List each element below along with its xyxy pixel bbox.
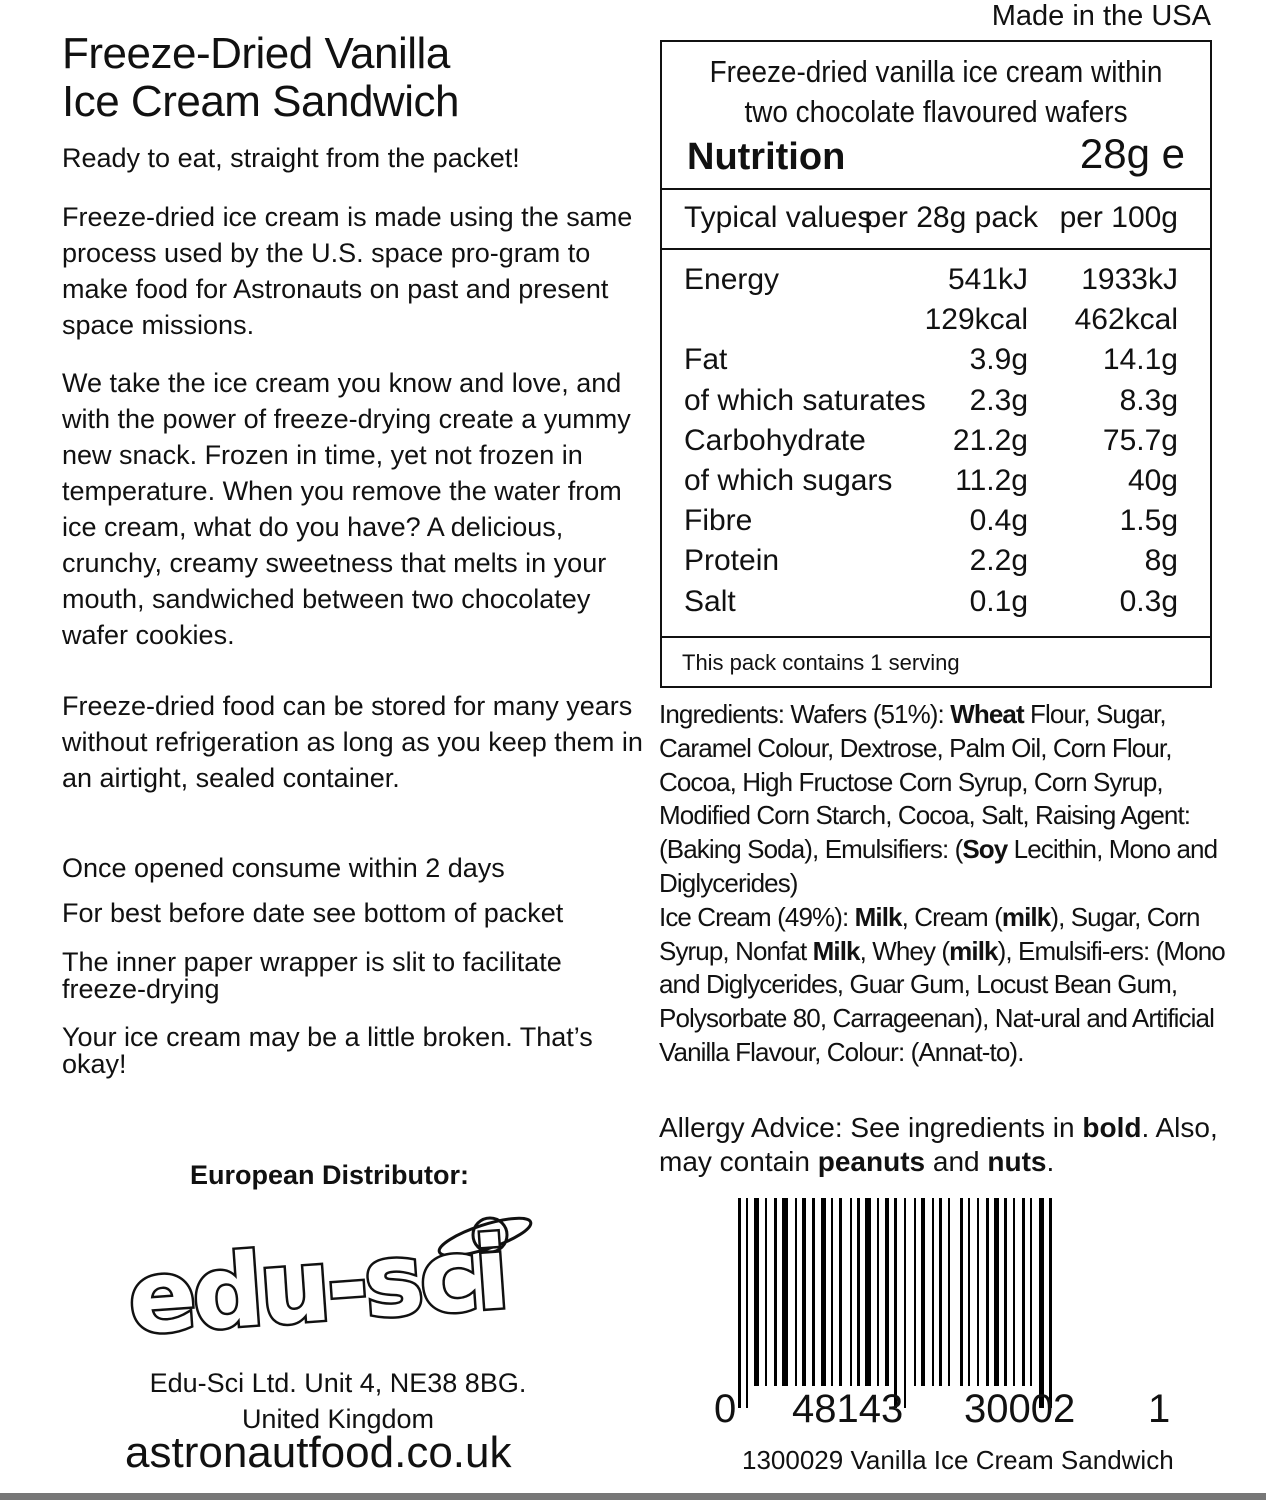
- tagline: Ready to eat, straight from the packet!: [62, 143, 520, 173]
- note-wrapper: The inner paper wrapper is slit to facilitate freeze-drying: [62, 947, 562, 1004]
- col-typical-values: Typical values: [684, 201, 873, 234]
- barcode-bar: [1013, 1198, 1015, 1386]
- barcode-bar: [812, 1198, 815, 1386]
- divider: [662, 248, 1210, 250]
- row-label: Carbohydrate: [684, 424, 866, 457]
- barcode-bar: [765, 1198, 767, 1386]
- ingredients-text: Ingredients: Wafers (51%):: [659, 699, 951, 729]
- nutrition-heading: Nutrition: [687, 136, 846, 178]
- barcode-bar: [865, 1198, 871, 1386]
- table-row: [684, 421, 1178, 461]
- barcode-bar: [839, 1198, 842, 1386]
- ingredients-list: [659, 698, 1239, 1070]
- barcode-digit-left: 0: [714, 1387, 737, 1431]
- barcode-bar: [831, 1198, 833, 1386]
- barcode-bar: [939, 1198, 942, 1386]
- row-per-100g: 8g: [1144, 544, 1178, 577]
- allergy-text: .: [1046, 1146, 1055, 1177]
- allergen: milk: [949, 935, 998, 966]
- barcode: [690, 1198, 1180, 1418]
- row-per-pack: 0.4g: [969, 504, 1028, 537]
- product-code-line: 1300029 Vanilla Ice Cream Sandwich: [742, 1445, 1174, 1475]
- allergen: Wheat: [950, 699, 1024, 729]
- address-line-2: United Kingdom: [241, 1404, 435, 1434]
- website-link[interactable]: astronautfood.co.uk: [125, 1428, 512, 1477]
- barcode-bar: [1039, 1198, 1044, 1408]
- table-row: [684, 300, 1178, 340]
- company-name: Edu-Sci Ltd.: [149, 1368, 297, 1398]
- bottom-edge: [0, 1493, 1266, 1500]
- allergy-text: : See ingredients in: [834, 1112, 1083, 1143]
- allergen: peanuts: [817, 1146, 926, 1177]
- product-title: [62, 30, 459, 126]
- row-per-100g: 1.5g: [1119, 504, 1178, 537]
- barcode-bar: [774, 1198, 777, 1386]
- row-per-100g: 40g: [1127, 464, 1178, 497]
- row-per-100g: 462kcal: [1074, 303, 1178, 336]
- storage-paragraph: Freeze-dried food can be stored for many years without refrigeration as long as you keep them in an airtight, sealed container.: [62, 691, 643, 793]
- note-consume: Once opened consume within 2 days: [62, 853, 505, 883]
- allergen: bold: [1082, 1112, 1142, 1143]
- ingredients-text: Flour, Sugar, Caramel Colour, Dextrose, Palm Oil, Corn Flour, Cocoa, High Fructose Corn Syrup, Corn Syrup, Modified Corn Starch, Cocoa, Salt, Raising Agent: (Baking Soda), Emulsifiers: (: [659, 699, 1191, 865]
- barcode-bar: [1030, 1198, 1032, 1386]
- barcode-group-1: 48143: [792, 1387, 904, 1431]
- barcode-bar: [894, 1198, 897, 1408]
- barcode-group-2: 30002: [964, 1387, 1076, 1431]
- ingredients-text: Lecithin, Mono and Diglycerides): [659, 834, 1218, 898]
- row-per-100g: 1933kJ: [1081, 263, 1178, 296]
- barcode-bar: [921, 1198, 925, 1386]
- barcode-digit-right: 1: [1148, 1387, 1171, 1431]
- row-label: of which sugars: [684, 464, 893, 497]
- barcode-bar: [948, 1198, 950, 1386]
- note-best-before: For best before date see bottom of packet: [62, 898, 564, 928]
- table-row: [684, 541, 1178, 581]
- row-per-100g: 75.7g: [1102, 424, 1178, 457]
- allergy-text: and: [925, 1146, 988, 1177]
- svg-text:edu-sci: edu-sci: [124, 1214, 509, 1358]
- allergy-label: Allergy Advice: [659, 1112, 835, 1143]
- barcode-bar: [1022, 1198, 1025, 1386]
- barcode-bar: [904, 1198, 906, 1408]
- nutrition-desc-line2: two chocolate flavoured wafers: [744, 94, 1128, 129]
- row-per-pack: 2.3g: [969, 384, 1028, 417]
- barcode-bar: [885, 1198, 889, 1386]
- ingredients-text: Ice Cream (49%):: [659, 901, 855, 932]
- barcode-bar: [754, 1198, 759, 1386]
- table-row: [684, 381, 1178, 421]
- barcode-bar: [782, 1198, 788, 1386]
- ingredients-text: ), Emulsifi-ers: (Mono and Diglycerides, Guar Gum, Locust Bean Gum, Polysorbate 80, Carrageenan), Nat-ural and Artificial Vanilla Flavour, Colour: (Annat-to).: [659, 935, 1225, 1067]
- distributor-heading: European Distributor:: [190, 1160, 470, 1190]
- nutrition-table: [660, 40, 1212, 688]
- ingredients-text: ), Sugar, Corn Syrup, Nonfat: [659, 901, 1200, 966]
- allergen: Milk: [812, 935, 860, 966]
- barcode-bar: [914, 1198, 916, 1386]
- row-per-pack: 21.2g: [952, 424, 1028, 457]
- product-title-line1: Freeze-Dried Vanilla: [62, 29, 450, 78]
- allergen: Milk: [854, 901, 902, 932]
- table-row: [684, 461, 1178, 501]
- table-row: [684, 260, 1178, 300]
- ingredients-text: , Cream (: [901, 901, 1002, 932]
- barcode-bar: [802, 1198, 806, 1386]
- product-title-line2: Ice Cream Sandwich: [62, 77, 459, 126]
- table-row: [684, 340, 1178, 380]
- divider: [662, 636, 1210, 638]
- col-per-100g: per 100g: [1059, 201, 1178, 234]
- row-per-pack: 3.9g: [969, 343, 1028, 376]
- barcode-bar: [977, 1198, 979, 1386]
- barcode-bar: [746, 1198, 748, 1408]
- row-label: Fibre: [684, 504, 753, 537]
- pack-size: 28g e: [1079, 130, 1185, 177]
- row-per-pack: 0.1g: [969, 585, 1028, 618]
- distributor-address: [123, 1365, 553, 1437]
- description-paragraph-2: We take the ice cream you know and love, and with the power of freeze-drying create a yummy new snack. Frozen in time, yet not frozen in temperature. When you remove the water from ice cream, what do you have? A delicious, crunchy, creamy sweetness that melts in your mouth, sandwiched between two chocolatey wafer cookies.: [62, 368, 631, 650]
- barcode-bar: [795, 1198, 797, 1386]
- allergy-advice: [659, 1111, 1239, 1179]
- row-label: Energy: [684, 263, 780, 296]
- divider: [662, 188, 1210, 190]
- barcode-bar: [738, 1198, 741, 1408]
- barcode-bar: [994, 1198, 999, 1386]
- barcode-bar: [1004, 1198, 1007, 1386]
- column-headers: [684, 198, 1178, 238]
- row-label: Protein: [684, 544, 780, 577]
- row-per-pack: 2.2g: [969, 544, 1028, 577]
- edu-sci-logo: [120, 1195, 540, 1370]
- row-label: Fat: [684, 343, 728, 376]
- allergen: milk: [1001, 901, 1051, 932]
- allergen: nuts: [987, 1146, 1047, 1177]
- col-per-pack: per 28g pack: [864, 201, 1038, 234]
- row-per-100g: 14.1g: [1102, 343, 1178, 376]
- ingredients-text: , Whey (: [859, 935, 950, 966]
- row-per-100g: 0.3g: [1119, 585, 1178, 618]
- table-row: [684, 501, 1178, 541]
- description-paragraph-1: Freeze-dried ice cream is made using the same process used by the U.S. space pro-gram to make food for Astronauts on past and present space missions.: [62, 202, 633, 340]
- nutrition-desc-line1: Freeze-dried vanilla ice cream within: [709, 54, 1163, 89]
- servings-note: This pack contains 1 serving: [682, 650, 960, 675]
- allergy-text: . Also, may contain: [659, 1112, 1218, 1177]
- barcode-bar: [932, 1198, 934, 1386]
- barcode-bar: [960, 1198, 963, 1386]
- barcode-bar: [968, 1198, 970, 1386]
- allergen: Soy: [962, 834, 1008, 865]
- barcode-bar: [1049, 1198, 1052, 1408]
- note-broken: Your ice cream may be a little broken. That’s okay!: [62, 1022, 593, 1079]
- barcode-bar: [857, 1198, 860, 1386]
- barcode-bar: [850, 1198, 852, 1386]
- row-per-pack: 541kJ: [947, 263, 1028, 296]
- row-label: of which saturates: [684, 384, 926, 417]
- barcode-bar: [986, 1198, 989, 1386]
- origin-label: Made in the USA: [991, 0, 1211, 32]
- address-line-1: Unit 4, NE38 8BG.: [304, 1368, 527, 1398]
- row-per-pack: 11.2g: [955, 464, 1028, 497]
- row-label: Salt: [684, 585, 736, 618]
- row-per-100g: 8.3g: [1119, 384, 1178, 417]
- barcode-bar: [877, 1198, 879, 1386]
- table-row: [684, 582, 1178, 622]
- barcode-bar: [821, 1198, 826, 1386]
- row-per-pack: 129kcal: [924, 303, 1028, 336]
